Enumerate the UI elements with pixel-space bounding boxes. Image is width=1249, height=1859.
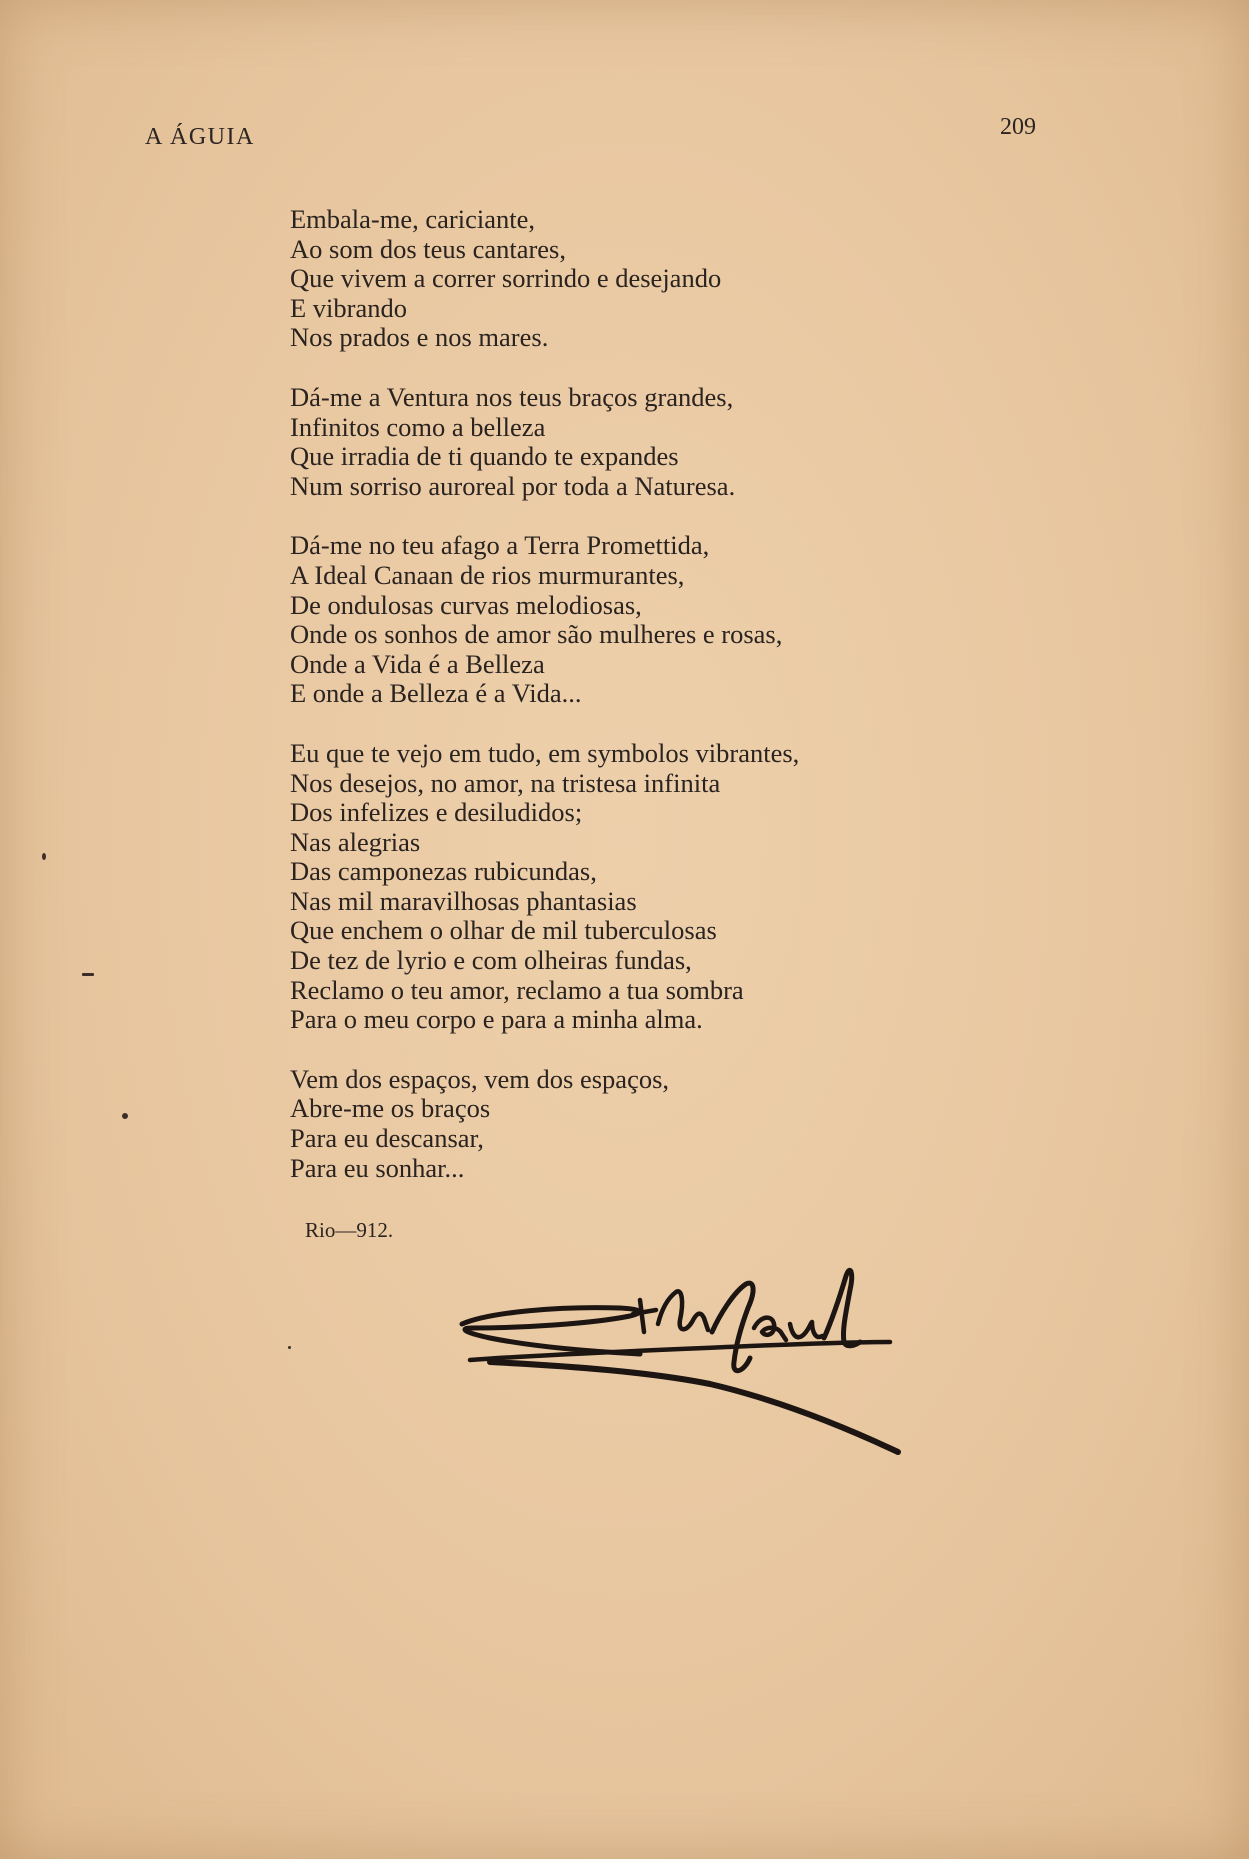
poem-line: Para o meu corpo e para a minha alma. (290, 1004, 703, 1035)
poem (290, 205, 1010, 1213)
poem-line: Que enchem o olhar de mil tuberculosas (290, 915, 717, 946)
dateline: Rio—912. (305, 1218, 394, 1242)
poem-line: Das camponezas rubicundas, (290, 856, 597, 887)
poem-line: De tez de lyrio e com olheiras fundas, (290, 945, 692, 976)
print-speck (42, 853, 46, 860)
stanza-2 (290, 383, 1010, 501)
poem-line: Nos prados e nos mares. (290, 322, 549, 353)
poem-line: Que vivem a correr sorrindo e desejando (290, 263, 722, 294)
stanza-4 (290, 739, 1010, 1035)
stanza-3 (290, 531, 1010, 709)
poem-line: Onde a Vida é a Belleza (290, 648, 545, 679)
poem-line: Que irradia de ti quando te expandes (290, 441, 679, 472)
poem-line: Ao som dos teus cantares, (290, 233, 566, 264)
poem-line: Embala-me, cariciante, (290, 204, 535, 234)
print-speck (82, 973, 94, 976)
poem-line: Para eu descansar, (290, 1123, 484, 1154)
signature-image (450, 1262, 940, 1462)
poem-line: Vem dos espaços, vem dos espaços, (290, 1063, 670, 1094)
running-head: A ÁGUIA (145, 124, 255, 150)
print-speck (288, 1346, 291, 1349)
poem-line: Dos infelizes e desiludidos; (290, 797, 583, 828)
poem-line: A Ideal Canaan de rios murmurantes, (290, 559, 685, 590)
poem-line: Num sorriso auroreal por toda a Naturesa. (290, 470, 736, 501)
poem-line: Onde os sonhos de amor são mulheres e rosas, (290, 619, 783, 650)
poem-line: Dá-me a Ventura nos teus braços grandes, (290, 381, 734, 412)
poem-line: Reclamo o teu amor, reclamo a tua sombra (290, 974, 744, 1005)
poem-line: De ondulosas curvas melodiosas, (290, 589, 642, 620)
poem-line: Dá-me no teu afago a Terra Promettida, (290, 530, 710, 561)
poem-line: Para eu sonhar... (290, 1152, 465, 1183)
print-speck (122, 1113, 128, 1119)
poem-line: E vibrando (290, 292, 408, 323)
poem-line: Abre-me os braços (290, 1093, 491, 1124)
page-number: 209 (1000, 114, 1036, 140)
poem-line: Nas alegrias (290, 826, 421, 857)
poem-line: Nos desejos, no amor, na tristesa infinita (290, 767, 721, 798)
poem-line: E onde a Belleza é a Vida... (290, 678, 582, 709)
poem-line: Eu que te vejo em tudo, em symbolos vibrantes, (290, 737, 800, 768)
poem-line: Infinitos como a belleza (290, 411, 546, 442)
poem-line: Nas mil maravilhosas phantasias (290, 885, 637, 916)
stanza-1 (290, 205, 1010, 353)
stanza-5 (290, 1065, 1010, 1183)
